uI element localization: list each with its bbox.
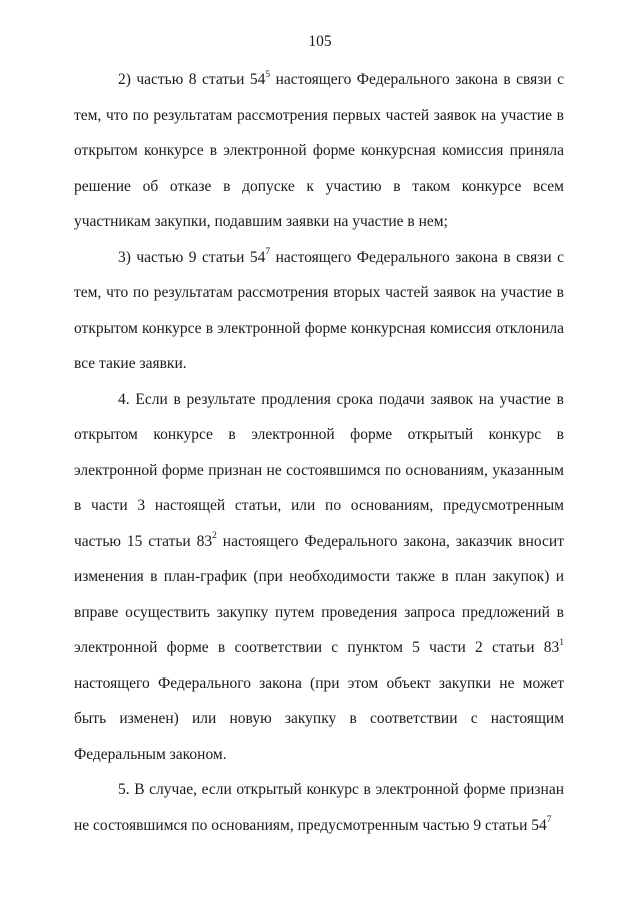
paragraph-section-5 xyxy=(74,772,564,843)
superscript-index: 2 xyxy=(212,531,217,542)
superscript-index: 5 xyxy=(265,69,271,80)
document-body xyxy=(74,62,564,843)
text-run: настоящего Федерального закона в связи с тем, что по результатам рассмотрения вторых частей заявок на участие в открытом конкурсе в электронной форме конкурсная комиссия отклонила все такие заявки. xyxy=(74,248,564,372)
text-run: 5. В случае, если открытый конкурс в электронной форме признан не состоявшимся по основаниям, предусмотренным частью 9 статьи 54 xyxy=(74,781,564,834)
text-run: настоящего Федерального закона в связи с тем, что по результатам рассмотрения первых частей заявок на участие в открытом конкурсе в электронной форме конкурсная комиссия приняла решение об отказе в допуске к участию в таком конкурсе всем участникам закупки, подавшим заявки на участие в нем; xyxy=(74,71,564,230)
page-number: 105 xyxy=(308,33,332,50)
superscript-index: 7 xyxy=(265,247,271,258)
text-run: настоящего Федерального закона (при этом объект закупки не может быть изменен) или новую закупку в соответствии с настоящим Федеральным законом. xyxy=(74,674,564,763)
text-run: 4. Если в результате продления срока подачи заявок на участие в открытом конкурсе в электронной форме открытый конкурс в электронной форме признан не состоявшимся по основаниям, указанным в части 3 настоящей статьи, или по основаниям, предусмотренным частью 15 статьи 83 xyxy=(74,390,564,550)
text-run: 2) частью 8 статьи 54 xyxy=(118,71,266,88)
superscript-index: 1 xyxy=(559,637,564,648)
paragraph-item-2 xyxy=(74,62,564,240)
text-run: настоящего Федерального закона, заказчик вносит изменения в план-график (при необходимости также в план закупок) и вправе осуществить закупку путем проведения запроса предложений в электронной форме в соответствии с пунктом 5 части 2 статьи 83 xyxy=(74,532,565,656)
paragraph-item-3 xyxy=(74,240,564,382)
text-run: 3) частью 9 статьи 54 xyxy=(118,248,266,266)
superscript-index: 7 xyxy=(546,815,552,826)
paragraph-section-4 xyxy=(74,382,564,773)
